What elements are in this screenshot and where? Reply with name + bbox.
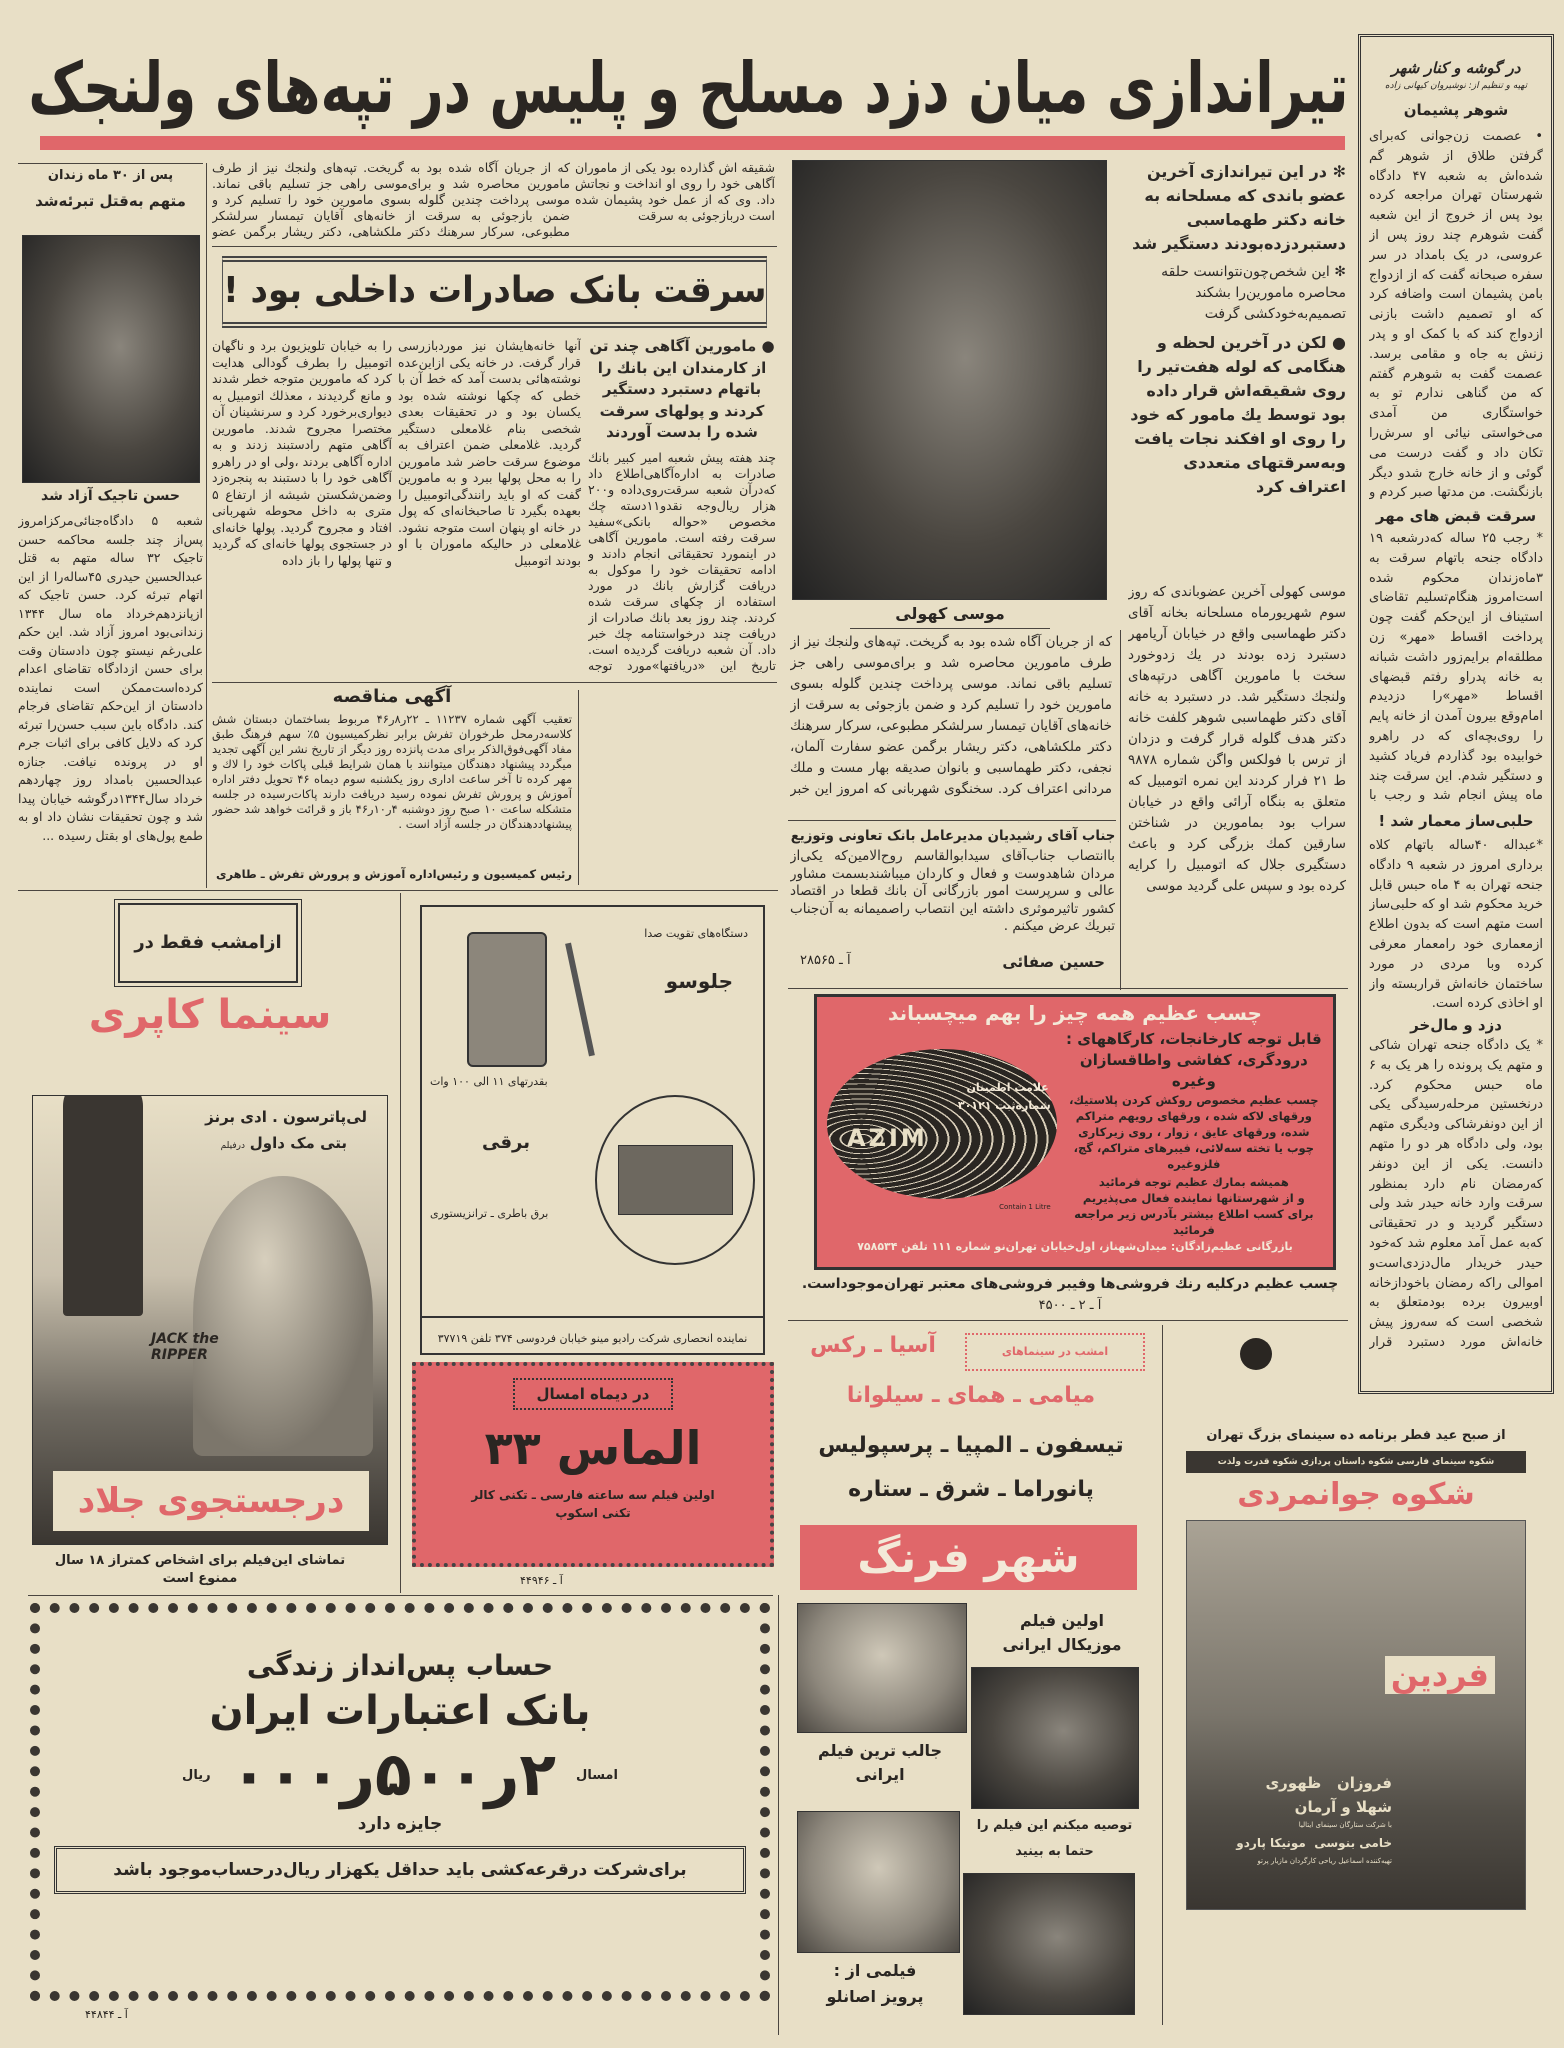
bank-notice-code: آ ـ ۲۸۵۶۵ [800, 953, 851, 968]
shahr-first-film: اولین فیلم موزیکال ایرانی [1002, 1611, 1122, 1654]
fardin-star: فردین [1385, 1656, 1495, 1694]
cinemas-line-4: پانوراما ـ شرق ـ ستاره [848, 1477, 1094, 1502]
poster-figure-woman [193, 1176, 373, 1456]
etebarat-condition: برای‌شرکت درقرعه‌کشی باید حداقل یکهزار ریال‌درحساب‌موجود باشد [54, 1846, 746, 1894]
capri-cast-2: بتی مک داول [249, 1134, 347, 1152]
side-story [1369, 507, 1543, 806]
capri-in-film: درفیلم [220, 1141, 246, 1151]
almas-line-2: تکنی اسکوپ [555, 1506, 631, 1520]
side-story-title: شوهر پشیمان [1403, 101, 1509, 119]
fardin-cast: فروزان ظهوری شهلا و آرمان با شرکت ستارگان سینمای ایتالیا خامی بنوسی مونیکا پاردو تهیه‌کننده اسماعیل ریاحی کارگردان مازیار پرتو [1202, 1771, 1392, 1867]
azim-address: بازرگانی عظیم‌زادگان: میدان‌شهناز، اول‌خیابان تهران‌نو شماره ۱۱۱ تلفن ۷۵۸۵۳۴ [857, 1240, 1293, 1253]
azim-call: همیشه بمارك عظیم توجه فرمائید [1098, 1175, 1289, 1189]
headline-red-bar [40, 136, 1345, 150]
guest-name: مونیکا پاردو [1236, 1836, 1306, 1850]
side-story-title: حلبی‌ساز معمار شد ! [1378, 812, 1534, 830]
shahr-film-by: فیلمی از : [833, 1961, 917, 1980]
capri-poster [32, 1095, 388, 1545]
side-story-title: دزد و مال‌خر [1410, 1016, 1502, 1034]
guest-name: خامی بنوسی [1314, 1836, 1392, 1850]
fardin-ad [1186, 1400, 1526, 1910]
capri-top-box [118, 903, 298, 983]
capri-top-text: ازامشب فقط در [134, 932, 282, 953]
side-column-box [1358, 34, 1554, 1394]
capri-film-title: درجستجوی جلاد [53, 1471, 369, 1531]
photo-scene-3 [963, 1873, 1135, 2015]
etebarat-amount-row [40, 1740, 760, 1810]
main-story-body-continued: که از جریان آگاه شده بود به گریخت. تپه‌های ولنجك نیز از طرف مامورین محاصره شد و برای‌موسی راهی جز تسلیم باقی نماند. موسی پرداخت چندین گلوله بسوی مامورین خود را تسلیم کرد و ضمن بازجوئی به سرقت از خانه‌های آقایان تیمسار سرلشکر مطبوعی، سرکار سرهنك دکتر ملکشاهی، دکتر ریشار برگمن عضو سفارت آلمان، نجفی، دکتر طهماسبی و بانوان صدیقه بهار مست و ملك مردانی اعتراف کرد. سخنگوی شهربانی که امروز این خبر [790, 634, 1112, 797]
side-story [1369, 101, 1543, 503]
bank-robbery-top-text: که از جریان آگاه شده بود به گریخت. تپه‌های ولنجك نیز از طرف مامورین محاصره شد و برای‌موسی راهی جز تسلیم باقی نماند. موسی پرداخت چندین گلوله بسوی مامورین خود را تسلیم کرد و ضمن بازجوئی به سرقت از خانه‌های آقایان تیمسار سرلشکر مطبوعی، سرکار سرهنك دکتر ملکشاهی، دکتر ریشار برگمن عضو [212, 160, 570, 239]
transistor-amp-circle [595, 1095, 755, 1265]
etebarat-prize: جایزه دارد [357, 1814, 443, 1834]
side-column-byline: تهیه و تنظیم از: نوشیروان کیهانی زاده [1384, 81, 1528, 91]
poster-figure-man [63, 1095, 143, 1316]
azim-contain: Contain 1 Litre [999, 1203, 1051, 1211]
almas-line-1: اولین فیلم سه ساعته فارسی ـ تکنی کالر [471, 1488, 715, 1502]
bank-etebarat-ad [30, 1603, 770, 2001]
jelosou-tag: دستگاه‌های تقویت صدا [644, 927, 748, 940]
shahr-director: پرویز اصانلو [826, 1987, 924, 2006]
capri-cast-2-row [221, 1134, 347, 1152]
azim-body: چسب عظیم مخصوص روکش کردن پلاستیك، ورقهای لاکه شده ، ورقهای رویهم متراکم شده، ورقهای عایق ، زوار ، روی زیرکاری چوب یا تخته سه‌لائی، فیبرهای متراکم، گچ، فلزوغیره [1069, 1093, 1319, 1171]
amplifier-device-icon [467, 932, 547, 1067]
en-title-line: RIPPER [151, 1347, 208, 1363]
guest-note: با شرکت ستارگان سینمای ایتالیا [1298, 1821, 1392, 1829]
shahr-best-film: جالب ترین فیلم ایرانی [817, 1741, 943, 1784]
azim-info: برای کسب اطلاع بیشتر بآدرس زیر مراجعه فرمائید [1074, 1207, 1314, 1237]
bank-notice-signature: حسین صفائی [1002, 953, 1105, 971]
bullet-text: لکن در آخرین لحظه و هنگامی که لوله هفت‌تیر را روی شقیقه‌اش قرار داده بود توسط یك مامور که خود را روی او افکند نجات یافت وبه‌سرقتهای متعددی اعتراف کرد [1130, 333, 1346, 496]
photo-hassan-tajik [22, 235, 200, 483]
side-story [1369, 812, 1543, 1014]
released-caption: حسن تاجیک آزاد شد [41, 488, 180, 504]
capri-cast-1: لی‌پاترسون . ادی برنز [205, 1108, 367, 1126]
photo-musa-kahuli [792, 160, 1107, 600]
side-story [1369, 1016, 1543, 1353]
azim-caption: چسب عظیم درکلیه رنك فروشی‌ها وفیبر فروشی‌های معتبر تهران‌موجوداست. [801, 1276, 1339, 1292]
almas-code: آ ـ ۴۴۹۴۶ [520, 1574, 563, 1587]
tender-signature: رئیس کمیسیون و رئیس‌اداره آموزش و پرورش تفرش ـ طاهری [215, 867, 572, 881]
side-story-body: *عبداله ۴۰ساله باتهام کلاه برداری امروز در شعبه ۹ دادگاه جنحه تهران به ۴ ماه حبس قابل خرید محکوم شد او که حلبی‌ساز است متهم است که بدون اطلاع ازمعماری خود رامعمار معرفی کرده وبا مردی در مورد ساختمان خانه‌اش قراربسته واز او اخاذی کرده است. [1369, 838, 1543, 1012]
azim-subheadline: قابل توجه کارخانجات، کارگاههای : درودگری، کفاشی واطاقسازان وغیره [1066, 1030, 1322, 1090]
side-column-title: در گوشه و کنار شهر [1391, 59, 1521, 77]
fardin-top: از صبح عید فطر برنامه ده سینمای بزرگ تهران [1206, 1428, 1506, 1443]
side-story-title: سرقت قبض های مهر [1375, 507, 1537, 525]
cast-name: آرمان [1294, 1798, 1337, 1816]
capri-cinema-name: سینما کاپری [88, 992, 332, 1038]
side-story-body: * یک دادگاه جنحه تهران شاکی و متهم یک پرونده را هر یک به ۶ ماه حبس محکوم کرد. درنخستین مرحله‌رسیدگی یکی از این دونفرشاکی ودیگری متهم بود، ولی دادگاه هر دو را متهم دانست. یکی از این دونفر که‌رمضان نام دارد بمنظور سرقت وارد خانه حیدر شد ولی دستگیر گردید و در تحقیقاتی که‌به عمل آمد معلوم شد که‌خود حیدر خریدار مال‌دزدی‌است‌و اموالی راکه رمضان باخودازخانه اوبیرون برده بودمتعلق به شخصی است که سه‌روز پیش خانه‌اش مورد دستبرد قرار [1369, 1038, 1543, 1350]
azim-headline: چسب عظیم همه چیز را بهم میچسباند [888, 1001, 1262, 1025]
bank-robbery-deck: ● مامورین آگاهی چند تن از کارمندان این بانك را باتهام دستبرد دستگیر کردند و پولهای سرقت شده را بدست آوردند [589, 337, 775, 441]
bank-robbery-lead: شقیقه اش گذارده بود یکی از ماموران آگاهی خود را روی او انداخت و نجاتش داد. وی که از عمل خود پشیمان شده است دربازجوئی به سرقت [575, 160, 775, 223]
photo-actress [797, 1603, 967, 1733]
etebarat-bank-name: بانک اعتبارات ایران [209, 1688, 591, 1734]
bank-notice [790, 824, 1115, 984]
jelosou-ad [420, 905, 765, 1355]
main-story-bullets [1128, 160, 1346, 575]
cinemas-line-2: میامی ـ همای ـ سیلوانا [846, 1383, 1096, 1408]
shahr-recommend: توصیه میکنم این فیلم را حتما به بینید [976, 1818, 1133, 1859]
cast-name: ظهوری [1265, 1774, 1322, 1792]
capri-age-note: تماشای این‌فیلم برای اشخاص کمتراز ۱۸ سال ممنوع است [54, 1553, 346, 1586]
photo-scene-2 [797, 1811, 960, 1953]
etebarat-code: آ ـ ۴۴۸۴۴ [85, 2008, 128, 2021]
jelosou-brand: جلوسو [665, 969, 733, 993]
azim-logo-text: AZIM [847, 1124, 928, 1152]
jelosou-type-1: برقی [482, 1132, 530, 1153]
photo-scene-1 [971, 1667, 1139, 1809]
capri-en-title [151, 1331, 219, 1363]
main-headline: تیراندازی میان دزد مسلح و پلیس در تپه‌های ولنجک [27, 47, 1349, 129]
released-headline: متهم به‌قتل تبرئه‌شد [35, 192, 186, 210]
almas-title: الماس ۳۳ [484, 1421, 702, 1475]
almas-top: در دیماه امسال [513, 1378, 673, 1410]
side-story-body: • عصمت زن‌جوانی که‌برای گرفتن طلاق از شوهر گم شده‌اش به شعبه ۴۷ دادگاه شهرستان تهران مراجعه کرده بود پس از خروج از این شعبه گفت شوهرم چند روز پس از عروسی، در یک بامداد در سر سفره صبحانه گفت که از ازدواج بامن پشیمان است واضافه کرد که او تصمیم داشت بازنی ازدواج کند که با کمک او و پدر زنش به جاه و مقامی برسد. عصمت گفت به شوهرم گفتم که من گناهی ندارم تو به خواستگاری من آمدی می‌خواستی نیائی او سرش‌را تکان داد و گفت درست می گوئی و از خانه خارج شدو دیگر بازنگشت. من مدتها صبر کردم و [1369, 129, 1543, 501]
side-story-body: * رجب ۲۵ ساله که‌درشعبه ۱۹ دادگاه جنحه باتهام سرقت به ۳ماه‌زندان محکوم شده است‌امروز هنگام‌تسلیم تقاضای استیناف از این‌حکم گفت چون پرداخت اقساط «مهر» زن مطلقه‌ام برایم‌زور داشت شبانه به خانه پدراو رفتم قبضهای اقساط «مهر»را دزدیدم امام‌وقع بیرون آمدن از خانه پایم را روی‌بچه‌ای که در راهرو خوابیده بود گذاردم فریاد کشید و دستگیر شدم. این سرقت چند ماه پیش انجام شد و رجب با [1369, 531, 1543, 804]
bullet-item: ✻ این شخص‌چون‌نتوانست حلقه محاصره مامورین‌را بشکند تصمیم‌به‌خودکشی گرفت [1161, 264, 1346, 322]
bank-robbery-headline-box [222, 256, 767, 328]
bank-robbery-headline: سرقت بانک صادرات داخلی بود ! [222, 270, 766, 311]
black-dot [1240, 1338, 1272, 1370]
etebarat-amount: ۲ر۵۰۰ر۰۰۰ [230, 1740, 557, 1810]
etebarat-line-1: حساب پس‌انداز زندگی [246, 1649, 554, 1682]
shahr-farang-title: شهر فرنگ [800, 1525, 1137, 1590]
bullet-text: در این تیراندازی آخرین عضو باندی که مسلحانه به خانه دکتر طهماسبی دستبردزده‌بودند دستگیر شد [1132, 162, 1346, 253]
azim-trust: علامت اطمینان [966, 1081, 1049, 1094]
cast-name: فروزان [1336, 1774, 1392, 1792]
almas-33-ad [412, 1362, 774, 1567]
azim-code: آ ـ ۲ ـ ۴۵۰۰ [1038, 1298, 1102, 1313]
jelosou-footer: نماینده انحصاری شرکت رادیو مینو خیابان فردوسی ۳۷۴ تلفن ۳۷۷۱۹ [422, 1316, 763, 1345]
main-story-body: موسی کهولی آخرین عضوباندی که روز سوم شهریورماه مسلحانه بخانه آقای دکتر طهماسبی واقع در خیابان آریامهر دستبرد زده بودند در یك زدوخورد سخت با مامورین آگاهی درتپه‌های ولنجك دستگیر شد. در دستبرد به خانه آقای دکتر طهماسبی شوهر کلفت خانه دکتر هدف گلوله قرار گرفت و دزدان از ترس با فولکس واگن شماره ۹۸۷۸ ط ۲۱ فرار کردند این نمره اتومبیل که متعلق به بنگاه آرائی واقع در خیابان سراب بود بمامورین در شناختن سارقین کمك بزرگی کرد و باعث دستگیری جلال که اتومبیل را کرایه کرده بود و سپس علی گردید موسی [1128, 584, 1346, 894]
bullet-item: ● لکن در آخرین لحظه و هنگامی که لوله هفت‌تیر را روی شقیقه‌اش قرار داده بود توسط یك مامور که خود را روی او افکند نجات یافت وبه‌سرقتهای متعددی اعتراف کرد [1130, 333, 1346, 496]
cinemas-line-1: آسیا ـ رکس [810, 1333, 936, 1358]
en-title-line: JACK the [151, 1331, 219, 1347]
bank-robbery-col-1: چند هفته پیش شعبه امیر کبیر بانك صادرات به اداره‌آگاهی‌اطلاع داد که‌درآن شعبه سرقت‌روی‌داده و۲۰۰ هزار ریال‌وجه نقدو۱۱دسته چك مخصوص «حواله بانکی»سفید سرقت رفته است. مامورین آگاهی در اینمورد تحقیقاتی انجام دادند و ادامه تحقیقات خود را موکول به دریافت گزارش بانك در مورد استفاده از چکهای سرقت شده کردند. چند روز بعد بانك صادرات از دریافت چند درخواستنامه چك خبر داد. آن شعبه دریافت گردیده است. تاریخ این «دریافتها»مورد توجه [588, 450, 776, 673]
cinemas-tonight: امشب در سینماهای [965, 1333, 1145, 1371]
etebarat-year: امسال [576, 1767, 618, 1783]
azim-reg: شماره‌ثبت ۳۰۱۲۱ [957, 1099, 1051, 1112]
cinemas-line-3: تیسفون ـ المپیا ـ پرسپولیس [818, 1433, 1124, 1458]
deck-text: مامورین آگاهی چند تن از کارمندان این بانك را باتهام دستبرد دستگیر کردند و پولهای سرقت شده را بدست آوردند [589, 337, 767, 441]
fardin-poster [1186, 1520, 1526, 1910]
microphone-icon [565, 943, 595, 1057]
released-kicker: پس از ۳۰ ماه زندان [47, 168, 174, 183]
tender-title: آگهی مناقصه [332, 686, 452, 707]
fardin-strip: شکوه سینمای فارسی شکوه داستان پردازی شکوه قدرت ولذت [1186, 1451, 1526, 1473]
bank-notice-body: باانتصاب جناب‌آقای سیدابوالقاسم روح‌الامین‌که یکی‌از مردان شاهدوست و فعال و کاردان میباشندبسمت مشاور عالی و سرپرست امور بازرگانی آن بانك قطعا در اقتصاد کشور تاثیرموثری داشته این انتصاب راصمیمانه به آن‌جناب تبریك عرض میکنم . [790, 848, 1115, 934]
bullet-text: این شخص‌چون‌نتوانست حلقه محاصره مامورین‌را بشکند تصمیم‌به‌خودکشی گرفت [1161, 264, 1346, 322]
cast-name: شهلا [1355, 1798, 1392, 1816]
jelosou-power: بقدرتهای ۱۱ الی ۱۰۰ وات [430, 1075, 548, 1088]
fardin-credits: تهیه‌کننده اسماعیل ریاحی کارگردان مازیار پرتو [1257, 1857, 1392, 1865]
bank-robbery-col-2: آنها خانه‌هایشان نیز موردبازرسی قرار گرفت. در خانه یکی ازاین‌عده نوشته‌هائی بدست آمد که خط آن با خطی که چکها نوشته شده بود یکسان بود و در تحقیقات بعدی شخصی بنام غلامعلی دستگیر گردید. غلامعلی ضمن اعتراف به موضوع سرقت حاضر شد مامورین را به محل پولها ببرد و به مامورین گفت که او باید رانندگی‌اتومبیل را بعهده بگیرد تا صاحبخانه‌ای که پول در خانه او پنهان است متوجه نشود. غلامعلی در حالیکه ماموران با او بودند اتومبیل [398, 338, 581, 568]
shahr-farang-ad [785, 1325, 1157, 2040]
photo-caption: موسی کهولی [895, 604, 1005, 623]
jelosou-type-2: برق باطری ـ ترانزیستوری [430, 1207, 549, 1220]
fardin-title: شکوه جوانمردی [1237, 1477, 1475, 1512]
azim-agents: و از شهرستانها نماینده فعال می‌پذیریم [1082, 1191, 1305, 1205]
tender-body: تعقیب آگهی شماره ۱۱۲۳۷ ـ ۲۲ر۸ر۴۶ مربوط بساختمان دبستان شش کلاسه‌درمحل طرخوران تفرش برابر نظرکمیسیون ۵٪ سهم فرهنگ طبق مفاد آگهی‌فوق‌الذکر برای مدت پانزده روز دیگر از تاریخ نشر این آگهی تجدید میگردد پیشنهاد دهندگان میتوانند با همان شرایط قبلی پاکات خود را لاك و مهر کرده تا آخر ساعت اداری روز یکشنبه سوم دیماه ۴۶ تحویل دفتر اداره آموزش و پرورش تفرش نموده رسید دریافت دارند پاکات‌رسیده در جلسه متشکله ساعت ۱۰ صبح روز دوشنبه ۴ر۱۰ر۴۶ باز و قرائت خواهد شد حضور پیشنهاددهندگان در جلسه آزاد است . [212, 712, 572, 831]
released-body: شعبه ۵ دادگاه‌جنائی‌مرکزامروز پس‌از چند جلسه محاکمه حسن تاجیک ۳۲ ساله متهم به قتل عبدالحسین حیدری ۴۵ساله‌را از این اتهام تبرئه کرد. حسن تاجیک که ازپانزدهم‌خرداد ماه سال ۱۳۴۴ زندانی‌بود امروز آزاد شد. این حکم علی‌رغم نیستو چون دادستان وقت برای حسن ازدادگاه تقاضای اعدام کرده‌است‌ممکن است نماینده دادستان از این‌حکم تقاضای فرجام کند. دادگاه باین سبب حسن‌را تبرئه کرد که دلایل کافی برای اثبات جرم او در پرونده نیافت. جنازه عبدالحسین بامداد روز چهاردهم خرداد سال۱۳۴۴درگوشه خیابان پیدا شد و چون تحقیقات نشان داد او به طمع پول‌های او بقتل رسیده ... [18, 513, 203, 843]
azim-glue-ad [814, 994, 1336, 1270]
bank-robbery-col-3: را به خیابان تلویزیون برد و ناگهان اتومبیل را بطرف گودالی هدایت کرد که مامورین متوجه خطر شدند و مانع گردیدند ، معذلك اتومبیل به دیواری‌برخورد کرد و سرنشینان آن مختصرا مجروح شدند. مامورین آگاهی متهم رادستبند زدند و به اداره آگاهی بردند ،ولی او در راهرو آگاهی خود را با دستبند به پنجره‌زد وضمن‌شکستن شیشه از ارتفاع ۵ متری به داخل محوطه شهربانی افتاد و مجروح گردید. پولها خانه‌ای در جستجوی پولها خانه‌ای که گردید و تنها پولها را باز داده [212, 338, 392, 568]
bullet-item: ✻ در این تیراندازی آخرین عضو باندی که مسلحانه به خانه دکتر طهماسبی دستبردزده‌بودند دستگیر شد [1132, 162, 1346, 253]
bank-notice-title: جناب آقای رشیدیان مدیرعامل بانک تعاونی وتوزیع [790, 828, 1115, 844]
etebarat-currency: ریال [182, 1767, 211, 1783]
